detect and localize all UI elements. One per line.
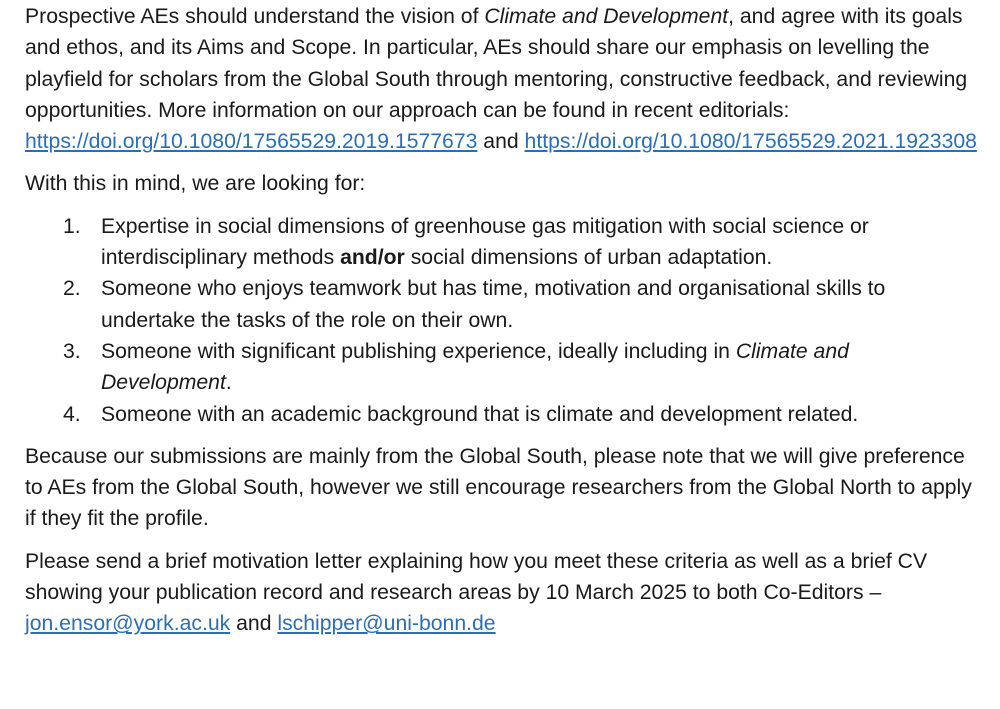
global-south-paragraph: Because our submissions are mainly from the Global South, please note that we will give preference to AEs from the Global South, however we still encourage researchers from the Global North to apply if they fit the profile. bbox=[25, 444, 972, 531]
list-item: 3. Someone with significant publishing experience, ideally including in Climate and Development. bbox=[25, 336, 985, 399]
list-item: 4. Someone with an academic background that is climate and development related. bbox=[25, 399, 985, 430]
list-item: 1. Expertise in social dimensions of greenhouse gas mitigation with social science or interdisciplinary methods and/or social dimensions of urban adaptation. bbox=[25, 211, 985, 274]
email-link-ensor[interactable]: jon.ensor@york.ac.uk bbox=[25, 612, 231, 636]
intro-text-3: and bbox=[477, 130, 525, 154]
journal-title: Climate and Development bbox=[484, 5, 729, 28]
application-paragraph: Please send a brief motivation letter explaining how you meet these criteria as well as a brief CV showing your publication record and research areas by 10 March 2025 to both Co-Editors – jon.ensor@york.ac.uk and lschipper@uni-bonn.de bbox=[25, 549, 928, 636]
application-text: Please send a brief motivation letter explaining how you meet these criteria as well as a brief CV showing your publication record and research areas by 10 March 2025 to both Co-Editors – bbox=[25, 549, 928, 605]
list-item-number: 1. bbox=[63, 214, 81, 238]
editorial-link-1[interactable]: https://doi.org/10.1080/17565529.2019.1577673 bbox=[25, 130, 478, 154]
intro-text-1: Prospective AEs should understand the vision of bbox=[25, 5, 485, 28]
document-body bbox=[25, 1, 985, 651]
emphasis-bold: and/or bbox=[340, 246, 405, 270]
email-link-schipper[interactable]: lschipper@uni-bonn.de bbox=[277, 612, 496, 636]
editorial-link-2[interactable]: https://doi.org/10.1080/17565529.2021.1923308 bbox=[524, 130, 977, 154]
intro-paragraph bbox=[25, 1, 985, 157]
list-item: 2. Someone who enjoys teamwork but has time, motivation and organisational skills to undertake the tasks of the role on their own. bbox=[25, 273, 985, 336]
list-item-number: 3. bbox=[63, 339, 81, 363]
intro-text-2: , and agree with its goals and ethos, and its Aims and Scope. In particular, AEs should share our emphasis on levelling the playfield for scholars from the Global South through mentoring, constructive feedback, and reviewing opportunities. More information on our approach can be found in recent editorials: bbox=[25, 5, 968, 122]
list-item-number: 4. bbox=[63, 402, 81, 426]
list-item-number: 2. bbox=[63, 277, 81, 301]
criteria-list bbox=[25, 211, 985, 430]
criteria-intro: With this in mind, we are looking for: bbox=[25, 172, 366, 196]
journal-title: Climate and Development bbox=[101, 339, 849, 395]
